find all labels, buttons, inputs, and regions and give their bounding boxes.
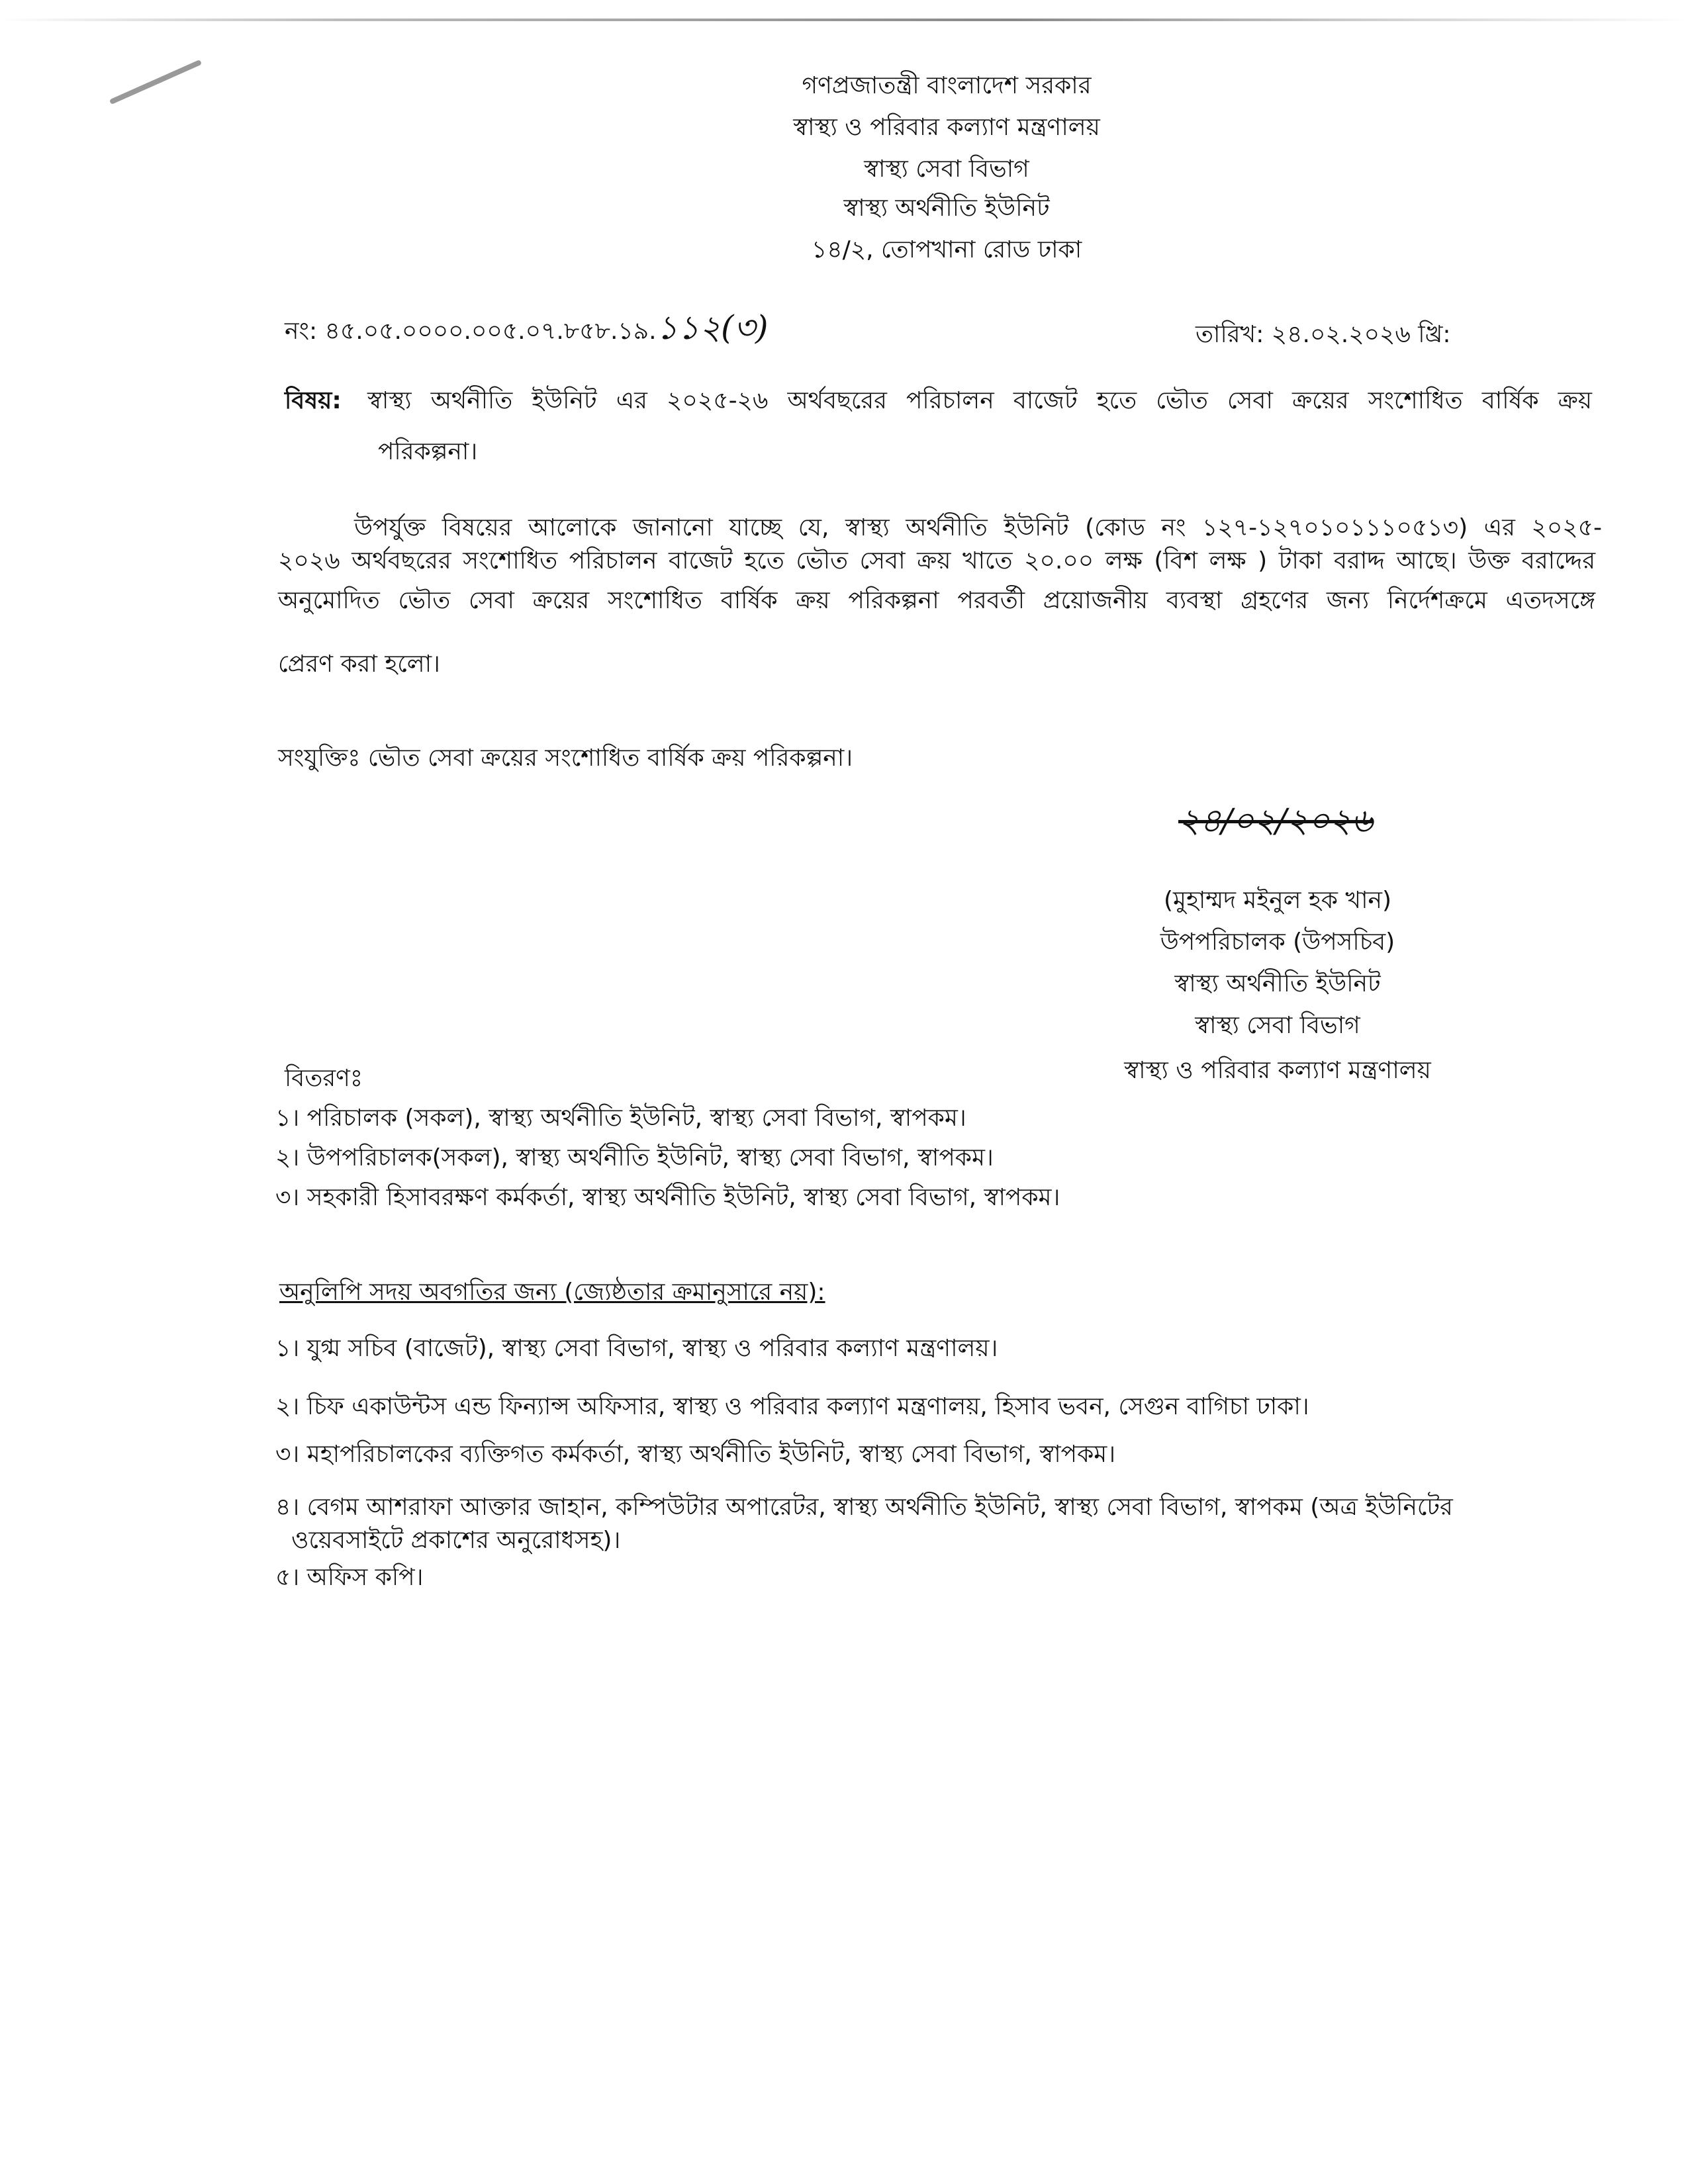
- distribution-item: ৩। সহকারী হিসাবরক্ষণ কর্মকর্তা, স্বাস্থ্য অর্থনীতি ইউনিট, স্বাস্থ্য সেবা বিভাগ, স্বাপকম।: [275, 1184, 1060, 1211]
- header-unit: স্বাস্থ্য অর্থনীতি ইউনিট: [843, 195, 1050, 222]
- body-line-3: অনুমোদিত ভৌত সেবা ক্রয়ের সংশোধিত বার্ষিক ক্রয় পরিকল্পনা পরবর্তী প্রয়োজনীয় ব্যবস্থা গ্রহণের জন্য নির্দেশক্রমে এতদসঙ্গে: [278, 587, 1595, 614]
- subject-label: বিষয়:: [285, 387, 342, 414]
- subject-line-1: স্বাস্থ্য অর্থনীতি ইউনিট এর ২০২৫-২৬ অর্থবছরের পরিচালন বাজেট হতে ভৌত সেবা ক্রয়ের সংশোধিত বার্ষিক ক্রয়: [367, 387, 1592, 414]
- distribution-item: ১। পরিচালক (সকল), স্বাস্থ্য অর্থনীতি ইউনিট, স্বাস্থ্য সেবা বিভাগ, স্বাপকম।: [275, 1105, 966, 1132]
- scan-edge: [0, 19, 1688, 21]
- signature-handwritten-date: ২৪/০২/২০২৬: [1178, 801, 1373, 840]
- memo-ref: [285, 308, 769, 347]
- copy-item: ৩। মহাপরিচালকের ব্যক্তিগত কর্মকর্তা, স্বাস্থ্য অর্থনীতি ইউনিট, স্বাস্থ্য সেবা বিভাগ, স্বাপকম।: [275, 1441, 1116, 1468]
- memo-ref-handwritten: ১১২(৩): [656, 308, 769, 347]
- body-line-2: ২০২৬ অর্থবছরের সংশোধিত পরিচালন বাজেট হতে ভৌত সেবা ক্রয় খাতে ২০.০০ লক্ষ (বিশ লক্ষ ) টাকা বরাদ্দ আছে। উক্ত বরাদ্দের: [278, 547, 1595, 574]
- copy-item-continuation: ওয়েবসাইটে প্রকাশের অনুরোধসহ)।: [291, 1527, 621, 1554]
- header-address: ১৪/২, তোপখানা রোড ঢাকা: [811, 236, 1082, 263]
- signatory-name: (মুহাম্মদ মইনুল হক খান): [1163, 887, 1392, 914]
- signatory-designation: উপপরিচালক (উপসচিব): [1160, 929, 1395, 956]
- signatory-unit: স্বাস্থ্য অর্থনীতি ইউনিট: [1174, 970, 1381, 997]
- scan-mark: [109, 60, 202, 105]
- memo-ref-number: নং: ৪৫.০৫.০০০০.০০৫.০৭.৮৫৮.১৯.: [285, 318, 657, 345]
- body-line-4: প্রেরণ করা হলো।: [278, 651, 440, 678]
- signatory-ministry: স্বাস্থ্য ও পরিবার কল্যাণ মন্ত্রণালয়: [1124, 1057, 1431, 1084]
- signatory-division: স্বাস্থ্য সেবা বিভাগ: [1195, 1012, 1360, 1039]
- header-government: গণপ্রজাতন্ত্রী বাংলাদেশ সরকার: [802, 72, 1092, 99]
- distribution-title: বিতরণঃ: [285, 1065, 363, 1092]
- subject-line-2: পরিকল্পনা।: [378, 438, 478, 465]
- copy-item: ৪। বেগম আশরাফা আক্তার জাহান, কম্পিউটার অপারেটর, স্বাস্থ্য অর্থনীতি ইউনিট, স্বাস্থ্য সেবা বিভাগ, স্বাপকম (অত্র ইউনিটের: [275, 1494, 1453, 1521]
- body-line-1: উপর্যুক্ত বিষয়ের আলোকে জানানো যাচ্ছে যে, স্বাস্থ্য অর্থনীতি ইউনিট (কোড নং ১২৭-১২৭০১০১১১০৫১৩) এর ২০২৫-: [354, 514, 1602, 541]
- copy-title: অনুলিপি সদয় অবগতির জন্য (জ্যেষ্ঠতার ক্রমানুসারে নয়):: [279, 1279, 825, 1306]
- copy-item: ২। চিফ একাউন্টস এন্ড ফিন্যান্স অফিসার, স্বাস্থ্য ও পরিবার কল্যাণ মন্ত্রণালয়, হিসাব ভবন, সেগুন বাগিচা ঢাকা।: [275, 1393, 1309, 1420]
- memo-date: তারিখ: ২৪.০২.২০২৬ খ্রি:: [1196, 321, 1451, 348]
- copy-item: ১। যুগ্ম সচিব (বাজেট), স্বাস্থ্য সেবা বিভাগ, স্বাস্থ্য ও পরিবার কল্যাণ মন্ত্রণালয়।: [275, 1335, 998, 1362]
- copy-item: ৫। অফিস কপি।: [275, 1564, 424, 1591]
- header-division: স্বাস্থ্য সেবা বিভাগ: [864, 156, 1029, 183]
- attachment: সংযুক্তিঃ ভৌত সেবা ক্রয়ের সংশোধিত বার্ষিক ক্রয় পরিকল্পনা।: [278, 745, 853, 772]
- distribution-item: ২। উপপরিচালক(সকল), স্বাস্থ্য অর্থনীতি ইউনিট, স্বাস্থ্য সেবা বিভাগ, স্বাপকম।: [275, 1144, 994, 1171]
- header-ministry: স্বাস্থ্য ও পরিবার কল্যাণ মন্ত্রণালয়: [793, 114, 1100, 141]
